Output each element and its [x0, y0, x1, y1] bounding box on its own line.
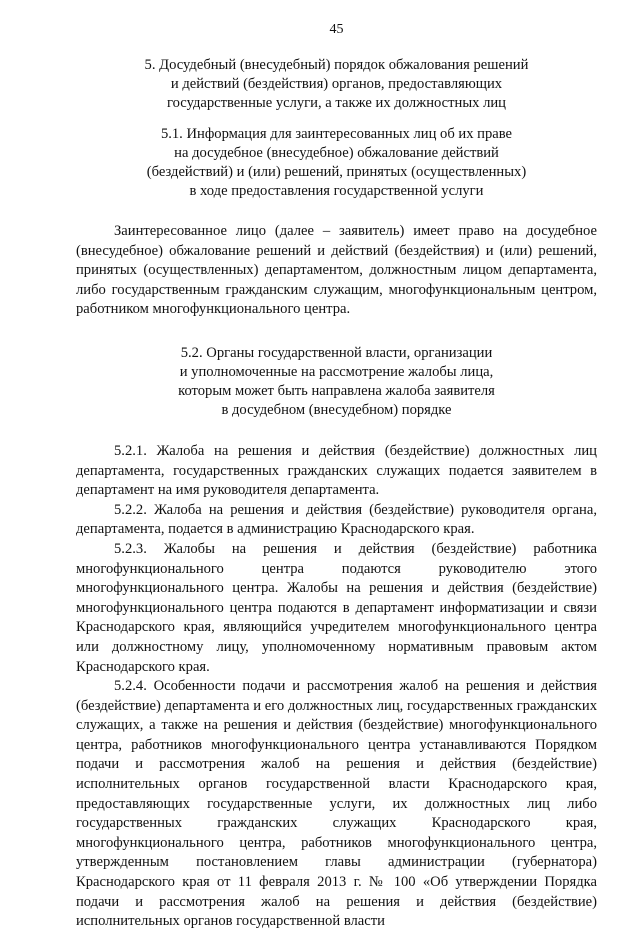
heading-line: (бездействий) и (или) решений, принятых (осуществленных)	[146, 164, 527, 180]
heading-line: в ходе предоставления государственной услуги	[189, 183, 484, 199]
heading-line: 5.2. Органы государственной власти, организации	[180, 344, 493, 361]
page-number: 45	[329, 22, 344, 37]
section-5-1-paragraph: Заинтересованное лицо (далее – заявитель) имеет право на досудебное (внесудебное) обжалование решений и действий (бездействия) и (или) решений, принятых (осуществленных) департаментом, должностным лицом департамента, либо государственным гражданским служащим, многофункциональным центром, работником многофункционального центра.	[76, 223, 597, 318]
heading-line: которым может быть направлена жалоба заявителя	[178, 382, 495, 399]
heading-line: и уполномоченные на рассмотрение жалобы лица,	[179, 363, 494, 380]
heading-line: 5. Досудебный (внесудебный) порядок обжалования решений	[144, 57, 529, 73]
paragraph-5-2-4: 5.2.4. Особенности подачи и рассмотрения жалоб на решения и действия (бездействие) департамента и его должностных лиц, государственных гражданских служащих, а также на решения и действия (бездействие) многофункционального центра, работников многофункционального центра устанавливаются Порядком подачи и рассмотрения жалоб на решения и действия (бездействие) исполнительных органов государственной власти Краснодарского края, предоставляющих государственные услуги, их должностных лиц либо государственных гражданских служащих Краснодарского края, многофункционального центра, работников многофункционального центра, утвержденным постановлением главы администрации (губернатора) Краснодарского края от 11 февраля 2013 г. № 100 «Об утверждении Порядка подачи и рассмотрения жалоб на решения и действия (бездействие) исполнительных органов государственной власти	[76, 678, 597, 930]
section-5-2-heading	[76, 344, 597, 420]
heading-line: 5.1. Информация для заинтересованных лиц об их праве	[160, 126, 513, 142]
paragraph-5-2-3: 5.2.3. Жалобы на решения и действия (бездействие) работника многофункционального центра подаются руководителю этого многофункционального центра. Жалобы на решения и действия (бездействие) многофункционального центра подаются в департамент информатизации и связи Краснодарского края, являющийся учредителем многофункционального центра или должностному лицу, уполномоченному нормативным правовым актом Краснодарского края.	[76, 540, 597, 675]
heading-line: и действий (бездействия) органов, предоставляющих	[170, 76, 503, 92]
heading-line: государственные услуги, а также их должностных лиц	[167, 95, 506, 111]
heading-line: на досудебное (внесудебное) обжалование действий	[174, 145, 499, 161]
paragraph-5-2-1: 5.2.1. Жалоба на решения и действия (бездействие) должностных лиц департамента, государственных гражданских служащих подается заявителем в департамент на имя руководителя департамента.	[76, 442, 597, 499]
heading-line: в досудебном (внесудебном) порядке	[221, 401, 452, 418]
section-5-heading	[76, 56, 597, 113]
paragraph-5-2-2: 5.2.2. Жалоба на решения и действия (бездействие) руководителя органа, департамента, подается в администрацию Краснодарского края.	[76, 501, 597, 538]
section-5-1-heading	[76, 125, 597, 201]
